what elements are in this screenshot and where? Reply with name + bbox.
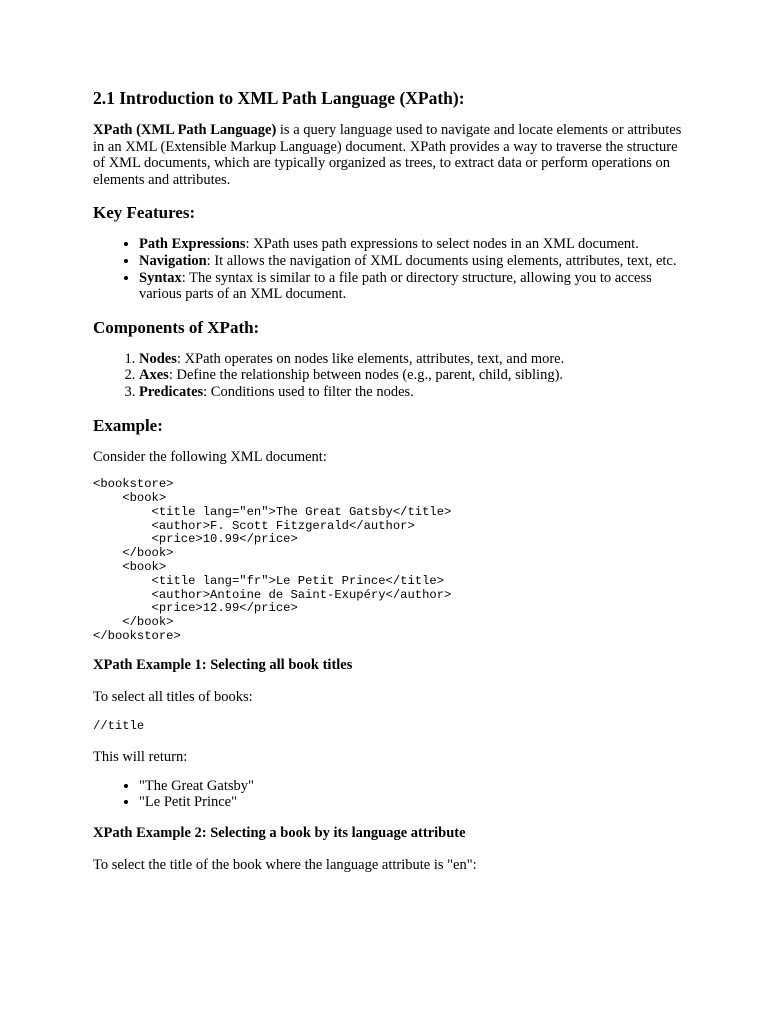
feature-desc: : It allows the navigation of XML documents using elements, attributes, text, etc. [206, 252, 677, 269]
intro-text: is a query language used to navigate and locate elements or attributes in an XML (Extensible Markup Language) document. XPath provides a way to traverse the structure of XML documents, which are typically organized as trees, to extract data or perform operations on elements and attributes. [93, 122, 682, 188]
component-desc: : Define the relationship between nodes (e.g., parent, child, sibling). [168, 367, 564, 384]
list-item: • "Le Petit Prince" [139, 794, 693, 811]
list-item [139, 236, 693, 253]
feature-desc: : The syntax is similar to a file path or directory structure, allowing you to access various parts of an XML document. [139, 269, 652, 303]
component-term: Predicates [139, 383, 204, 400]
intro-term: XPath (XML Path Language) [93, 122, 277, 138]
example2-heading: XPath Example 2: Selecting a book by its language attribute [93, 825, 466, 842]
component-desc: : XPath operates on nodes like elements, attributes, text, and more. [176, 350, 565, 367]
feature-term: Navigation [139, 252, 207, 269]
example-lead: Consider the following XML document: [93, 448, 327, 465]
list-item [139, 367, 693, 384]
list-item [139, 253, 693, 270]
xml-code-block: <bookstore> <book> <title lang="en">The Great Gatsby</title> <author>F. Scott Fitzgerald</author> <price>10.99</price> </book> <book> <title lang="fr">Le Petit Prince</title> <author>Antoine de Saint-Exupéry</author> <price>12.99</price> </book> </bookstore> [93, 477, 452, 643]
list-item [139, 270, 693, 303]
components-heading: Components of XPath: [93, 317, 260, 337]
example1-result-lead: This will return: [93, 749, 188, 766]
example1-heading: XPath Example 1: Selecting all book titles [93, 656, 353, 673]
feature-desc: : XPath uses path expressions to select nodes in an XML document. [245, 236, 639, 253]
key-features-heading: Key Features: [93, 203, 196, 223]
intro-paragraph [93, 122, 693, 188]
component-term: Nodes [139, 350, 177, 367]
list-item: • "The Great Gatsby" [139, 778, 693, 795]
section-title: 2.1 Introduction to XML Path Language (XPath): [93, 88, 465, 108]
list-item [139, 351, 693, 368]
example1-code: //title [93, 719, 145, 734]
key-features-list [93, 236, 693, 302]
component-desc: : Conditions used to filter the nodes. [203, 383, 414, 400]
components-list [93, 351, 693, 401]
component-term: Axes [139, 367, 169, 384]
example-heading: Example: [93, 415, 163, 435]
example2-lead: To select the title of the book where the language attribute is "en": [93, 857, 477, 874]
document-page [93, 86, 693, 874]
list-item [139, 384, 693, 401]
example1-results-list [93, 778, 693, 811]
feature-term: Syntax [139, 269, 182, 286]
example1-lead: To select all titles of books: [93, 688, 253, 705]
feature-term: Path Expressions [139, 236, 246, 253]
